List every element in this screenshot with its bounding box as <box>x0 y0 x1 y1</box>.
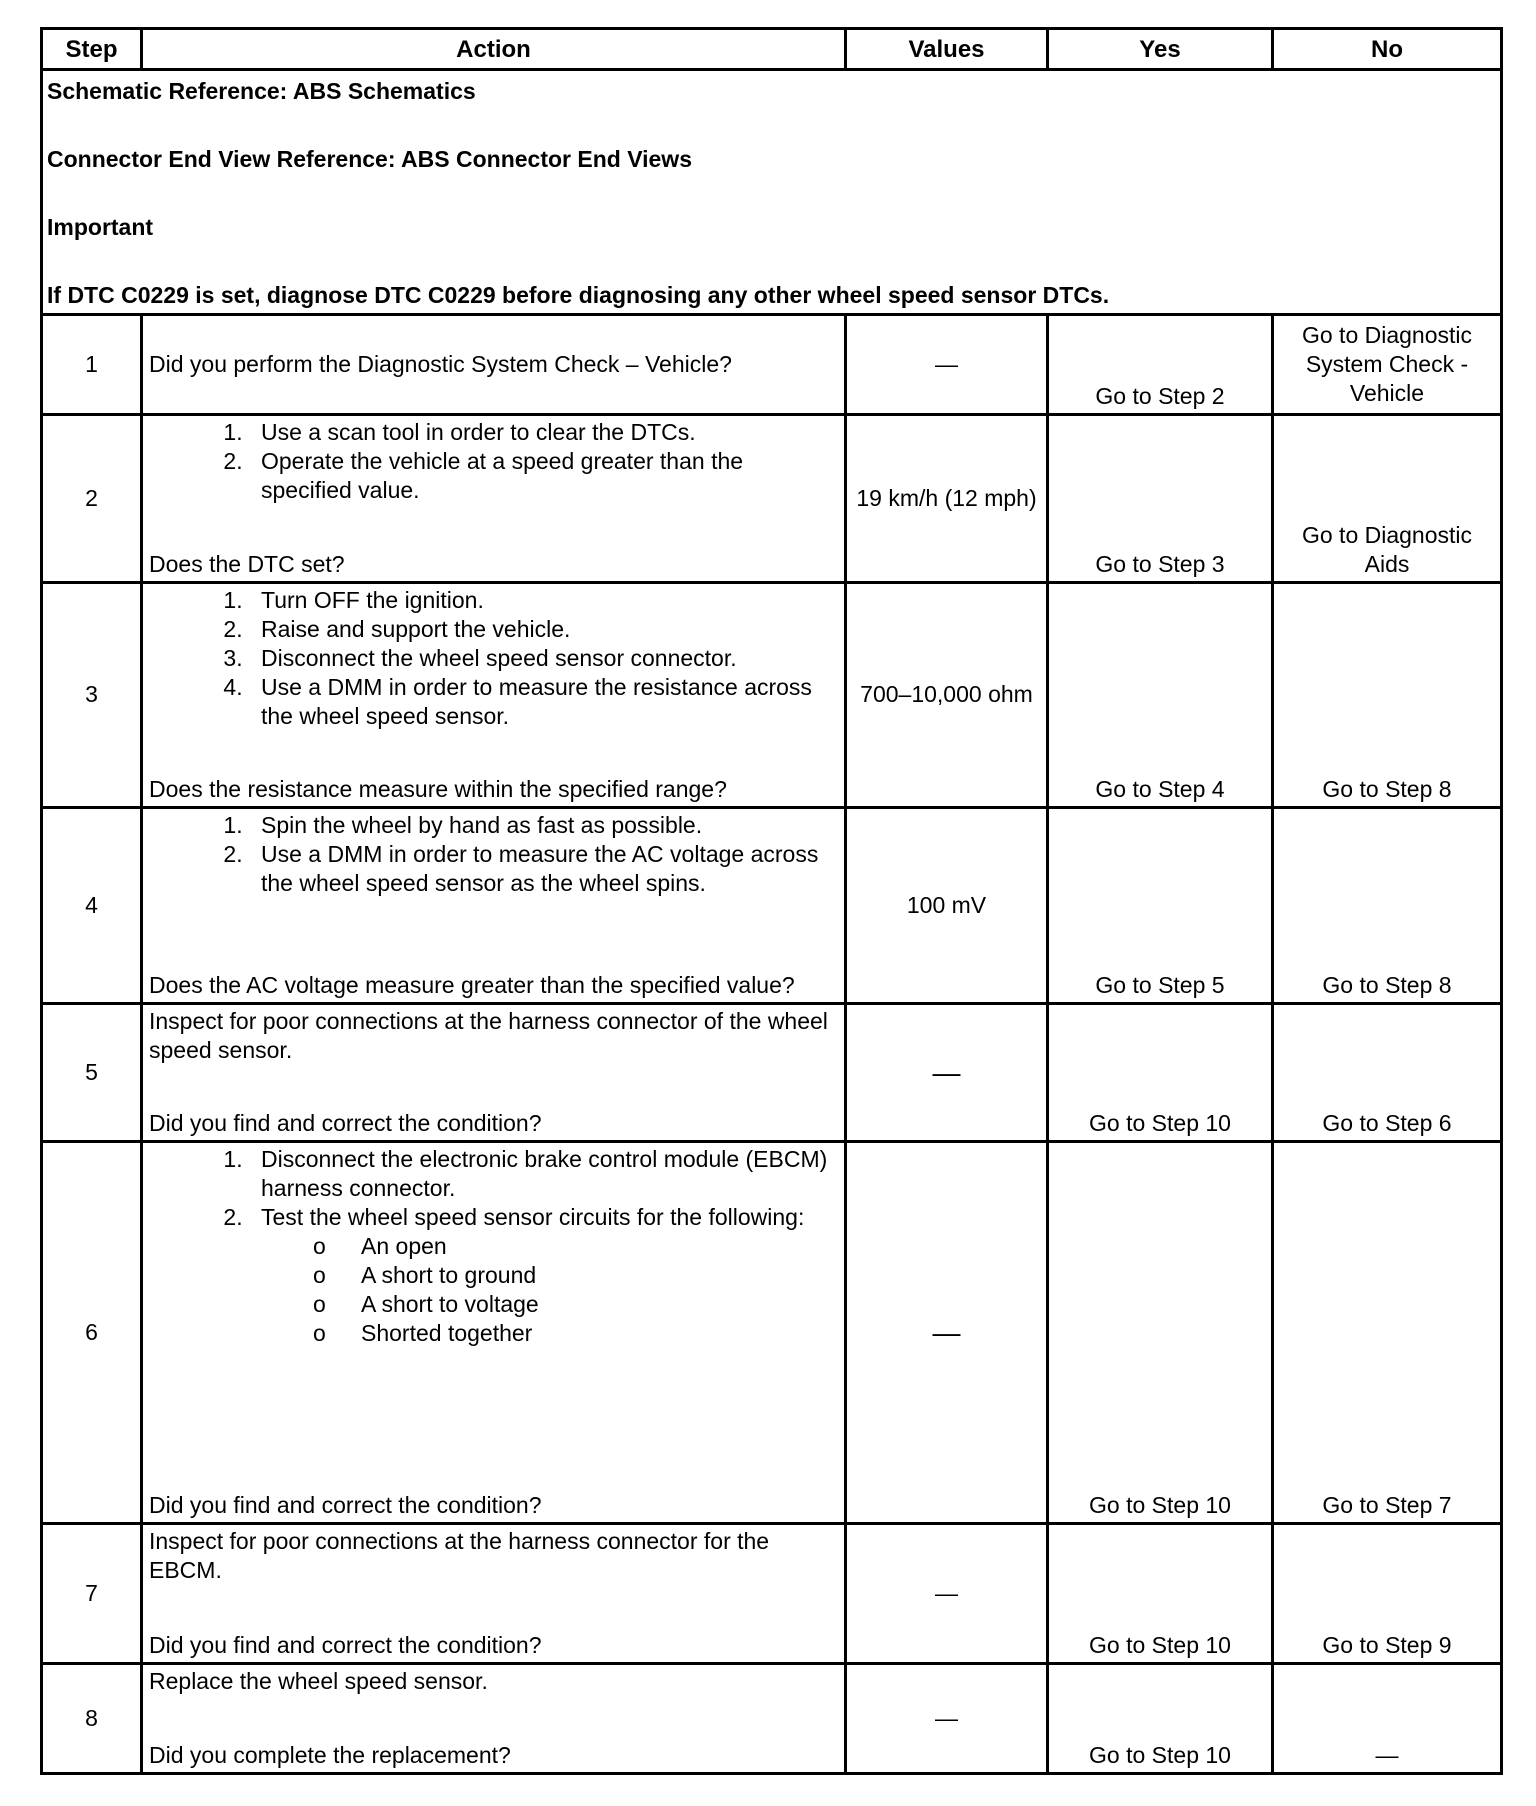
header-no: No <box>1273 29 1502 70</box>
action-step-item <box>249 1203 838 1348</box>
value-cell: — <box>846 1524 1048 1663</box>
action-question: Does the resistance measure within the specified range? <box>149 776 727 803</box>
action-subitem: o A short to voltage <box>361 1290 838 1319</box>
action-question: Did you find and correct the condition? <box>149 1492 542 1519</box>
action-step-item: 1. Disconnect the electronic brake control module (EBCM) harness connector. <box>249 1145 838 1203</box>
step-number: 4 <box>42 808 142 1004</box>
action-step-item: 1. Turn OFF the ignition. <box>249 586 838 615</box>
value-cell: 100 mV <box>846 808 1048 1004</box>
action-question: Does the DTC set? <box>149 550 345 577</box>
value-cell: — <box>846 1142 1048 1524</box>
yes-cell: Go to Step 10 <box>1048 1003 1273 1141</box>
step-row-1 <box>42 314 1502 414</box>
step-number: 8 <box>42 1663 142 1773</box>
step-row-4 <box>42 808 1502 1004</box>
step-number: 1 <box>42 314 142 414</box>
header-step: Step <box>42 29 142 70</box>
step-row-6 <box>42 1142 1502 1524</box>
step-row-7 <box>42 1524 1502 1663</box>
yes-cell: Go to Step 5 <box>1048 808 1273 1004</box>
action-text: Inspect for poor connections at the harness connector for the EBCM. <box>149 1528 770 1584</box>
yes-cell: Go to Step 3 <box>1048 415 1273 582</box>
action-question: Did you find and correct the condition? <box>149 1110 542 1137</box>
action-step-item: 2. Raise and support the vehicle. <box>249 615 838 644</box>
step-row-3 <box>42 582 1502 808</box>
value-cell: — <box>846 1003 1048 1141</box>
no-cell: — <box>1273 1663 1502 1773</box>
yes-cell: Go to Step 10 <box>1048 1142 1273 1524</box>
action-text: Inspect for poor connections at the harness connector of the wheel speed sensor. <box>149 1007 828 1063</box>
important-label: Important <box>47 214 154 241</box>
value-cell: — <box>846 314 1048 414</box>
no-cell: Go to Diagnostic System Check - Vehicle <box>1273 314 1502 414</box>
action-cell <box>142 1663 846 1773</box>
value-cell: 19 km/h (12 mph) <box>846 415 1048 582</box>
action-cell <box>142 582 846 808</box>
action-step-item: 2. Operate the vehicle at a speed greater than the specified value. <box>249 447 838 505</box>
action-subitem: o A short to ground <box>361 1261 838 1290</box>
value-cell: — <box>846 1663 1048 1773</box>
action-steps <box>149 811 838 898</box>
step-number: 5 <box>42 1003 142 1141</box>
no-cell: Go to Step 7 <box>1273 1142 1502 1524</box>
action-text: Replace the wheel speed sensor. <box>149 1667 488 1694</box>
no-cell: Go to Step 8 <box>1273 808 1502 1004</box>
no-cell: Go to Step 8 <box>1273 582 1502 808</box>
action-step-item: 1. Use a scan tool in order to clear the DTCs. <box>249 418 838 447</box>
action-question: Did you find and correct the condition? <box>149 1631 542 1658</box>
action-subitem: o An open <box>361 1232 838 1261</box>
action-cell <box>142 1003 846 1141</box>
step-number: 2 <box>42 415 142 582</box>
step-number: 6 <box>42 1142 142 1524</box>
header-action: Action <box>142 29 846 70</box>
no-cell: Go to Step 9 <box>1273 1524 1502 1663</box>
action-question: Did you perform the Diagnostic System Check – Vehicle? <box>149 350 732 377</box>
yes-cell: Go to Step 4 <box>1048 582 1273 808</box>
action-step-item: 2. Use a DMM in order to measure the AC voltage across the wheel speed sensor as the wheel spins. <box>249 840 838 898</box>
action-subitem: o Shorted together <box>361 1319 838 1348</box>
no-cell: Go to Step 6 <box>1273 1003 1502 1141</box>
action-cell <box>142 1524 846 1663</box>
action-cell <box>142 314 846 414</box>
action-cell <box>142 1142 846 1524</box>
action-step-item: 4. Use a DMM in order to measure the resistance across the wheel speed sensor. <box>249 673 838 731</box>
action-steps <box>149 586 838 731</box>
value-cell: 700–10,000 ohm <box>846 582 1048 808</box>
action-cell <box>142 415 846 582</box>
step-number: 3 <box>42 582 142 808</box>
header-yes: Yes <box>1048 29 1273 70</box>
action-step-item: 1. Spin the wheel by hand as fast as possible. <box>249 811 838 840</box>
action-question: Did you complete the replacement? <box>149 1742 511 1768</box>
step-row-2 <box>42 415 1502 582</box>
action-question: Does the AC voltage measure greater than the specified value? <box>149 971 795 998</box>
action-step-text: Test the wheel speed sensor circuits for the following: <box>261 1204 805 1231</box>
yes-cell: Go to Step 2 <box>1048 314 1273 414</box>
schematic-reference: Schematic Reference: ABS Schematics <box>47 78 476 105</box>
action-steps <box>149 1145 838 1348</box>
yes-cell: Go to Step 10 <box>1048 1663 1273 1773</box>
action-steps <box>149 418 838 505</box>
action-step-item: 3. Disconnect the wheel speed sensor connector. <box>249 644 838 673</box>
header-values: Values <box>846 29 1048 70</box>
no-cell: Go to Diagnostic Aids <box>1273 415 1502 582</box>
step-row-5 <box>42 1003 1502 1141</box>
diagnostic-table <box>40 27 1503 1775</box>
step-number: 7 <box>42 1524 142 1663</box>
reference-cell <box>42 70 1502 315</box>
reference-row <box>42 70 1502 315</box>
yes-cell: Go to Step 10 <box>1048 1524 1273 1663</box>
action-subitems <box>261 1232 838 1348</box>
connector-reference: Connector End View Reference: ABS Connector End Views <box>47 146 692 173</box>
action-cell <box>142 808 846 1004</box>
important-text: If DTC C0229 is set, diagnose DTC C0229 before diagnosing any other wheel speed sensor DTCs. <box>47 282 1110 309</box>
step-row-8 <box>42 1663 1502 1773</box>
header-row <box>42 29 1502 70</box>
